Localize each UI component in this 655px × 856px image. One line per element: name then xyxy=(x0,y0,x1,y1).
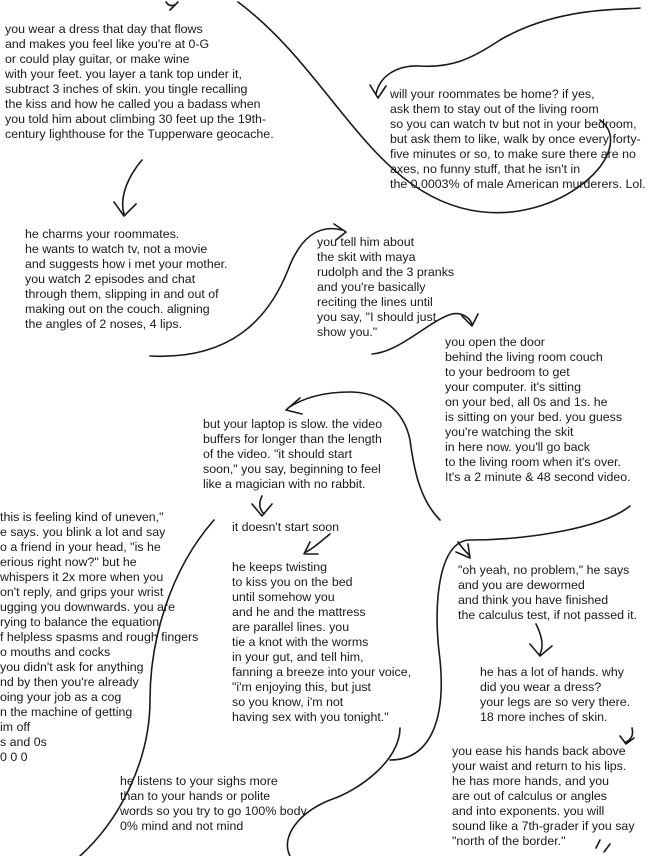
text-line: century lighthouse for the Tupperware geocache. xyxy=(5,127,274,141)
text-line: he charms your roommates. xyxy=(25,227,180,241)
text-line: you're watching the skit xyxy=(445,425,574,439)
text-line: the skit with maya xyxy=(317,250,416,264)
text-line: through them, slipping in and out of xyxy=(25,287,219,301)
text-line: behind the living room couch xyxy=(445,350,603,364)
block-door xyxy=(445,335,631,485)
text-line: rying to balance the equation xyxy=(0,615,160,629)
text-line: he has a lot of hands. why xyxy=(480,665,624,679)
text-line: s and 0s xyxy=(0,735,47,749)
text-line: in your gut, and tell him, xyxy=(232,650,364,664)
text-line: and you're basically xyxy=(317,280,426,294)
text-line: you didn't ask for anything xyxy=(0,660,144,674)
text-line: in here now. you'll go back xyxy=(445,440,590,454)
text-line: and think you have finished xyxy=(458,593,609,607)
text-line: are out of calculus or angles xyxy=(452,789,607,803)
text-line: he keeps twisting xyxy=(232,560,328,574)
block-dress xyxy=(5,22,274,142)
text-line: "north of the border." xyxy=(452,834,566,848)
block-charms xyxy=(25,227,228,332)
arrow-to-charms xyxy=(114,160,142,216)
text-line: subtract 3 inches of skin. you tingle recalling xyxy=(5,82,248,96)
text-line: the angles of 2 noses, 4 lips. xyxy=(25,317,183,331)
text-line: did you wear a dress? xyxy=(480,680,602,694)
block-sighs xyxy=(120,774,307,834)
text-line: 0% mind and not mind xyxy=(120,819,244,833)
text-line: your computer. it's sitting xyxy=(445,380,581,394)
text-line: or could play guitar, or make wine xyxy=(5,52,190,66)
text-line: f helpless spasms and rough fingers xyxy=(0,630,199,644)
text-line: until somehow you xyxy=(232,590,335,604)
text-line: so you know, i'm not xyxy=(232,695,344,709)
text-line: sound like a 7th-grader if you say xyxy=(452,819,635,833)
text-line: It's a 2 minute & 48 second video. xyxy=(445,470,631,484)
text-line: erious right now?" but he xyxy=(0,555,137,569)
text-line: and suggests how i met your mother. xyxy=(25,257,228,271)
text-line: having sex with you tonight." xyxy=(232,710,389,724)
text-line: he listens to your sighs more xyxy=(120,774,278,788)
text-line: on't reply, and grips your wrist xyxy=(0,585,164,599)
block-ease xyxy=(452,744,635,849)
text-line: whispers it 2x more when you xyxy=(0,570,164,584)
text-line: oing your job as a cog xyxy=(0,690,122,704)
text-line: rudolph and the 3 pranks xyxy=(317,265,455,279)
arrow-to-hands xyxy=(530,624,552,656)
text-line: words so you try to go 100% body xyxy=(120,804,307,818)
text-line: but your laptop is slow. the video xyxy=(203,417,383,431)
text-line: five minutes or so, to make sure there are no xyxy=(390,147,636,161)
text-line: im off xyxy=(0,720,31,734)
text-line: tie a knot with the worms xyxy=(232,635,369,649)
block-hands xyxy=(480,665,630,725)
text-line: "oh yeah, no problem," he says xyxy=(458,563,630,577)
text-line: axes, no funny stuff, that he isn't in xyxy=(390,162,581,176)
block-roommates-home xyxy=(390,87,646,192)
text-line: fanning a breeze into your voice, xyxy=(232,665,412,679)
text-line: show you." xyxy=(317,325,378,339)
text-line: n the machine of getting xyxy=(0,705,133,719)
block-uneven xyxy=(0,510,198,765)
text-line: making out on the couch. aligning xyxy=(25,302,210,316)
text-line: than to your hands or polite xyxy=(120,789,271,803)
text-line: you tell him about xyxy=(317,235,415,249)
text-line: like a magician with no rabbit. xyxy=(203,477,366,491)
arrow-to-doesnt-start xyxy=(252,496,272,516)
block-laptop xyxy=(203,417,382,492)
text-line: is sitting on your bed. you guess xyxy=(445,410,623,424)
text-line: you watch 2 episodes and chat xyxy=(25,272,196,286)
text-line: and he and the mattress xyxy=(232,605,366,619)
text-line: your legs are so very there. xyxy=(480,695,631,709)
text-line: 18 more inches of skin. xyxy=(480,710,608,724)
text-line: nd by then you're already xyxy=(0,675,139,689)
text-line: reciting the lines until xyxy=(317,295,433,309)
text-line: e says. you blink a lot and say xyxy=(0,525,166,539)
text-line: and into exponents. you will xyxy=(452,804,605,818)
block-doesnt-start xyxy=(232,520,339,535)
text-line: the kiss and how he called you a badass when xyxy=(5,97,261,111)
block-skit xyxy=(317,235,454,340)
text-line: o mouths and cocks xyxy=(0,645,111,659)
text-line: it doesn't start soon xyxy=(232,520,340,534)
text-line: and makes you feel like you're at 0-G xyxy=(5,37,210,51)
text-line: ugging you downwards. you are xyxy=(0,600,175,614)
text-line: you say, "I should just xyxy=(317,310,437,324)
text-line: of the video. "it should start xyxy=(203,447,353,461)
text-line: "i'm enjoying this, but just xyxy=(232,680,371,694)
text-line: and you are dewormed xyxy=(458,578,585,592)
arrow-to-twisting xyxy=(304,534,330,554)
text-line: he has more hands, and you xyxy=(452,774,610,788)
text-line: to the living room when it's over. xyxy=(445,455,621,469)
text-line: 0 0 0 xyxy=(0,750,28,764)
text-line: you told him about climbing 30 feet up the 19th- xyxy=(5,112,267,126)
text-line: to your bedroom to get xyxy=(445,365,570,379)
text-line: so you can watch tv but not in your bedroom, xyxy=(390,117,637,131)
text-line: buffers for longer than the length xyxy=(203,432,382,446)
arrow-to-ease xyxy=(620,728,634,744)
text-line: with your feet. you layer a tank top under it, xyxy=(5,67,242,81)
text-line: but ask them to like, walk by once every forty- xyxy=(390,132,641,146)
arrow-top xyxy=(166,2,178,10)
text-line: he wants to watch tv, not a movie xyxy=(25,242,208,256)
text-line: ask them to stay out of the living room xyxy=(390,102,599,116)
text-line: will your roommates be home? if yes, xyxy=(390,87,595,101)
text-line: to kiss you on the bed xyxy=(232,575,353,589)
text-line: you ease his hands back above xyxy=(452,744,626,758)
text-line: o a friend in your head, "is he xyxy=(0,540,161,554)
block-twisting xyxy=(232,560,411,725)
text-line: on your bed, all 0s and 1s. he xyxy=(445,395,608,409)
text-line: you wear a dress that day that flows xyxy=(5,22,203,36)
text-line: the calculus test, if not passed it. xyxy=(458,608,638,622)
text-line: the 0.0003% of male American murderers. Lol. xyxy=(390,177,646,191)
text-line: are parallel lines. you xyxy=(232,620,350,634)
text-line: your waist and return to his lips. xyxy=(452,759,627,773)
text-line: you open the door xyxy=(445,335,545,349)
text-line: this is feeling kind of uneven," xyxy=(0,510,164,524)
block-no-problem xyxy=(458,563,637,623)
text-line: soon," you say, beginning to feel xyxy=(203,462,381,476)
